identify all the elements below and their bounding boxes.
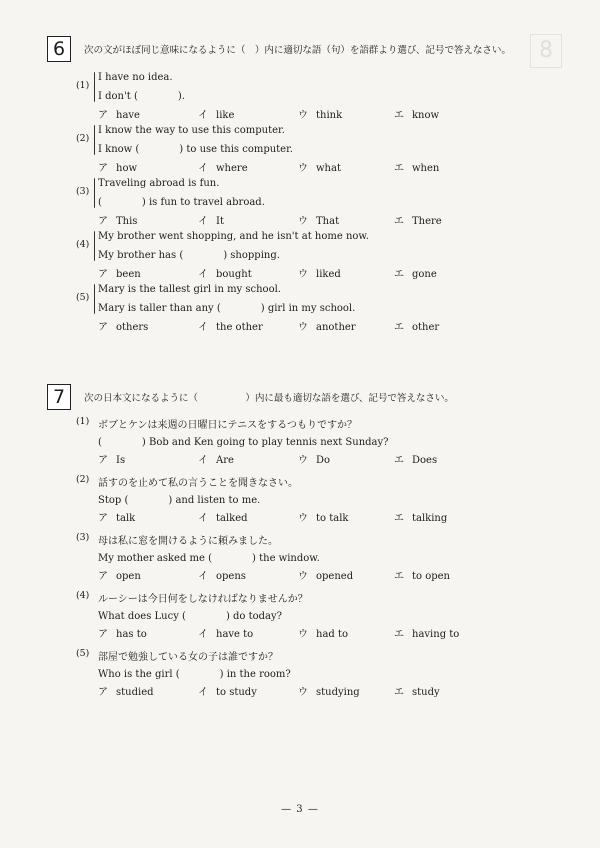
sentence-line: Traveling abroad is fun.	[98, 178, 220, 189]
choice-a[interactable]: ア has to	[98, 629, 147, 640]
choice-c[interactable]: ウ studying	[298, 687, 360, 698]
japanese-sentence: 母は私に窓を開けるように頼みました。	[98, 536, 278, 547]
english-sentence: What does Lucy ( ) do today?	[98, 611, 283, 622]
choice-a[interactable]: ア how	[98, 163, 138, 174]
choice-c[interactable]: ウ another	[298, 322, 356, 333]
sentence-line: I don't ( ).	[98, 91, 185, 102]
question-number: (3)	[76, 532, 90, 543]
english-sentence: Stop ( ) and listen to me.	[98, 495, 261, 506]
brace	[94, 72, 95, 102]
choice-c[interactable]: ウ to talk	[298, 513, 349, 524]
choice-a[interactable]: ア open	[98, 571, 141, 582]
question-number: (4)	[76, 239, 90, 250]
choice-d[interactable]: エ There	[394, 216, 442, 227]
page-number: — 3 —	[281, 804, 319, 815]
question-number: (1)	[76, 416, 90, 427]
japanese-sentence: 話すのを止めて私の言うことを聞きなさい。	[98, 478, 298, 489]
choice-c[interactable]: ウ what	[298, 163, 341, 174]
choice-c[interactable]: ウ had to	[298, 629, 349, 640]
choice-d[interactable]: エ Does	[394, 455, 438, 466]
choice-a[interactable]: ア been	[98, 269, 141, 280]
sentence-line: I have no idea.	[98, 72, 173, 83]
choice-b[interactable]: イ bought	[198, 269, 252, 280]
brace	[94, 284, 95, 314]
question-number: (2)	[76, 474, 90, 485]
question-number: (5)	[76, 292, 90, 303]
sentence-line: My brother has ( ) shopping.	[98, 250, 280, 261]
japanese-sentence: ボブとケンは来週の日曜日にテニスをするつもりですか？	[98, 420, 357, 431]
japanese-sentence: 部屋で勉強している女の子は誰ですか？	[98, 652, 278, 663]
choice-d[interactable]: エ know	[394, 110, 440, 121]
choice-d[interactable]: エ talking	[394, 513, 448, 524]
bleed-through-mark: 8	[530, 34, 562, 68]
choice-d[interactable]: エ gone	[394, 269, 437, 280]
choice-a[interactable]: ア studied	[98, 687, 154, 698]
section-instruction: 次の文がほぼ同じ意味になるように（ ）内に適切な語（句）を語群より選び、記号で答えなさい。	[84, 45, 511, 56]
brace	[94, 125, 95, 155]
brace	[94, 231, 95, 261]
sentence-line: Mary is the tallest girl in my school.	[98, 284, 281, 295]
sentence-line: ( ) is fun to travel abroad.	[98, 197, 265, 208]
question-number: (5)	[76, 648, 90, 659]
section-instruction: 次の日本文になるように（ ）内に最も適切な語を選び、記号で答えなさい。	[84, 393, 454, 404]
choice-c[interactable]: ウ That	[298, 216, 340, 227]
sentence-line: I know ( ) to use this computer.	[98, 144, 293, 155]
sentence-line: My brother went shopping, and he isn't at home now.	[98, 231, 369, 242]
section-6-header	[0, 36, 600, 62]
question-number: (4)	[76, 590, 90, 601]
section-number: 7	[47, 384, 71, 410]
choice-b[interactable]: イ where	[198, 163, 248, 174]
question-number: (2)	[76, 133, 90, 144]
section-6	[0, 36, 600, 333]
choice-a[interactable]: ア This	[98, 216, 138, 227]
choice-b[interactable]: イ talked	[198, 513, 248, 524]
sentence-line: I know the way to use this computer.	[98, 125, 285, 136]
section-7	[0, 384, 600, 698]
choice-d[interactable]: エ other	[394, 322, 440, 333]
choice-d[interactable]: エ when	[394, 163, 440, 174]
choice-b[interactable]: イ have to	[198, 629, 254, 640]
choice-b[interactable]: イ Are	[198, 455, 234, 466]
sentence-line: Mary is taller than any ( ) girl in my school.	[98, 303, 356, 314]
choice-a[interactable]: ア have	[98, 110, 140, 121]
english-sentence: Who is the girl ( ) in the room?	[98, 669, 291, 680]
choice-b[interactable]: イ the other	[198, 322, 263, 333]
choice-b[interactable]: イ to study	[198, 687, 257, 698]
brace	[94, 178, 95, 208]
english-sentence: ( ) Bob and Ken going to play tennis next Sunday?	[98, 437, 389, 448]
choice-c[interactable]: ウ Do	[298, 455, 331, 466]
choice-b[interactable]: イ opens	[198, 571, 246, 582]
choice-c[interactable]: ウ think	[298, 110, 343, 121]
choice-b[interactable]: イ like	[198, 110, 235, 121]
choice-b[interactable]: イ It	[198, 216, 224, 227]
question-number: (1)	[76, 80, 90, 91]
choice-a[interactable]: ア others	[98, 322, 149, 333]
choice-d[interactable]: エ study	[394, 687, 440, 698]
section-number: 6	[47, 36, 71, 62]
choice-a[interactable]: ア talk	[98, 513, 136, 524]
question-number: (3)	[76, 186, 90, 197]
choice-c[interactable]: ウ liked	[298, 269, 341, 280]
choice-d[interactable]: エ having to	[394, 629, 460, 640]
japanese-sentence: ルーシーは今日何をしなければなりませんか？	[98, 594, 308, 605]
section-7-header	[0, 384, 600, 410]
choice-a[interactable]: ア Is	[98, 455, 126, 466]
choice-d[interactable]: エ to open	[394, 571, 450, 582]
choice-c[interactable]: ウ opened	[298, 571, 354, 582]
english-sentence: My mother asked me ( ) the window.	[98, 553, 320, 564]
